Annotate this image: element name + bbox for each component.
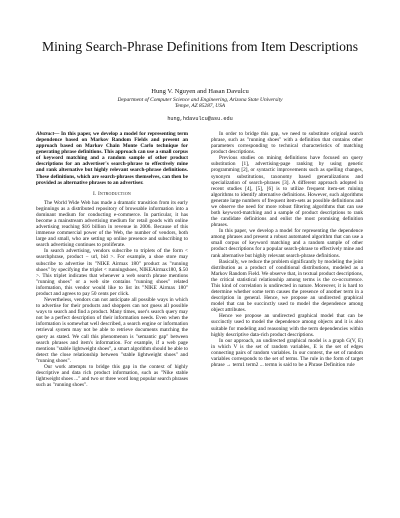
paragraph: In order to bridge this gap, we need to substitute original search phrase, such as "running shoes" with a definition that contains other parameters corresponding to technical characteristics of matching product descriptions. xyxy=(211,131,363,156)
abstract-text: In this paper, we develop a model for representing term dependence based on Markov Random Fields and present an approach based on Markov Chain Monte Carlo technique for generating phrase definitions. This approach can use a small corpus of keyword matching and a random sample of other product descriptions for an advertiser's search-phrase to effectively mine and rank alternative but highly relevant search-phrase definitions. These definitions, which are search-phrases themselves, can then be provided as alternative phrases to an advertiser. xyxy=(36,131,188,186)
paragraph: In this paper, we develop a model for representing the dependence among phrases and present a robust automated algorithm that can use a small corpus of keyword matching and a random sample of other product descriptions for a popular search-phrase to effectively mine and rank alternative but highly relevant search-phrase definitions. xyxy=(211,228,363,259)
paper-affiliation xyxy=(40,97,360,110)
paragraph: In our approach, an undirected graphical model is a graph G(V, E) in which V is the set of random variables, E is the set of edges connecting pairs of random variables. In our context, the set of random variables corresponds to the set of terms. The rule in the form of target phrase → term1 term2 ... termn is said to be a Phrase Definition rule xyxy=(211,337,363,368)
paragraph: Basically, we reduce the problem significantly by modeling the joint distribution as a product of conditional distributions, modeled as a Markov Random Field. We observe that, in textual product descriptions, the critical statistical relationship among terms is the co-occurrence. This kind of correlation is undirected in nature. Moreover, it is hard to determine whether some term causes the presence of another term in a description in general. Hence, we propose an undirected graphical model that can be succinctly used to model the dependence among object attributes. xyxy=(211,258,363,314)
paragraph: Hence we propose an undirected graphical model that can be succinctly used to model the dependence among objects and it is also suitable for modeling and reasoning with the term dependencies within highly descriptive data-rich product descriptions. xyxy=(211,313,363,338)
section-heading-introduction: I. Introduction xyxy=(92,190,131,197)
paragraph: In search advertising, vendors subscribe to triplets of the form < searchphrase, product − url, bid >. For example, a shoe store may subscribe to advertise its "NIKE Airmax 180" product as "running shoes" by specifying the triplet < runningshoes, NIKEAirmax180, $.50 >. This triplet indicates that whenever a web search phrase mentions "running shoes" or a web site contains "running shoes" related information, this vendor would like to list its "NIKE Airmax 180" product and agrees to pay 50 cents per click. xyxy=(36,248,188,297)
abstract-lead: Abstract— xyxy=(36,131,60,137)
paragraph: Previous studies on mining definitions have focused on query substitution [1], advertising-page ranking by using genetic programming [2], or syntactic improvements such as spelling changes, synonym substitutions, taxonomy based generalizations and specialization of search-phrases [3]. A different approach adopted in recent studies [4], [5], [6] is to utilize frequent item-set mining algorithms to identify alternative definitions. However, such algorithms generate large numbers of frequent item-sets as possible definitions and we observe the need for more robust filtering algorithms that can use both keyword-matching and a sample of product descriptions to rank the candidate definitions and enlist the most promising definition phrases. xyxy=(211,155,363,229)
affiliation-line: Department of Computer Science and Engineering, Arizona State University xyxy=(117,97,283,103)
paper-authors: Hung V. Nguyen and Hasan Davulcu xyxy=(151,88,249,95)
affiliation-line: Tempe, AZ 85287, USA xyxy=(174,103,226,110)
paragraph: The World Wide Web has made a dramatic transition from its early beginnings as a distributed repository of browsable information into a dominant medium for conducting e-commerce. In particular, it has become a mainstream advertising medium for retail goods with online advertising reaching $16 billion in revenue in 2006. Because of this immense commercial power of the Web, the number of vendors, both large and small, who are setting up online presence and subscribing to search advertising continues to proliferate. xyxy=(36,199,188,249)
paper-title: Mining Search-Phrase Definitions from Item Descriptions xyxy=(42,39,358,54)
paper-email: hung,hdavulcu@asu.edu xyxy=(167,116,233,122)
abstract xyxy=(36,131,188,186)
paragraph: Nevertheless, vendors can not anticipate all possible ways in which to advertise for their products and shoppers can not guess all possible ways to search and find a product. Many times, user's search query may not be a perfect description of their information needs. Even when the information is somewhat well described, a search engine or information retrieval system may not be able to retrieve documents matching the query as stated. We call this phenomenon is "semantic gap" between search phrases and item's information. For example, if a web page mentions "stable lightweight shoes", a smart algorithm should be able to detect the close relationship between "stable lightweight shoes" and "running shoes". xyxy=(36,297,188,364)
left-column xyxy=(36,131,188,388)
paragraph: Our work attempts to bridge this gap in the context of highly descriptive and data rich product information, such as "Nike stable lightweight shoes ..." and two or three word long popular search phrases such as "running shoes". xyxy=(36,363,188,389)
right-column xyxy=(211,131,363,368)
